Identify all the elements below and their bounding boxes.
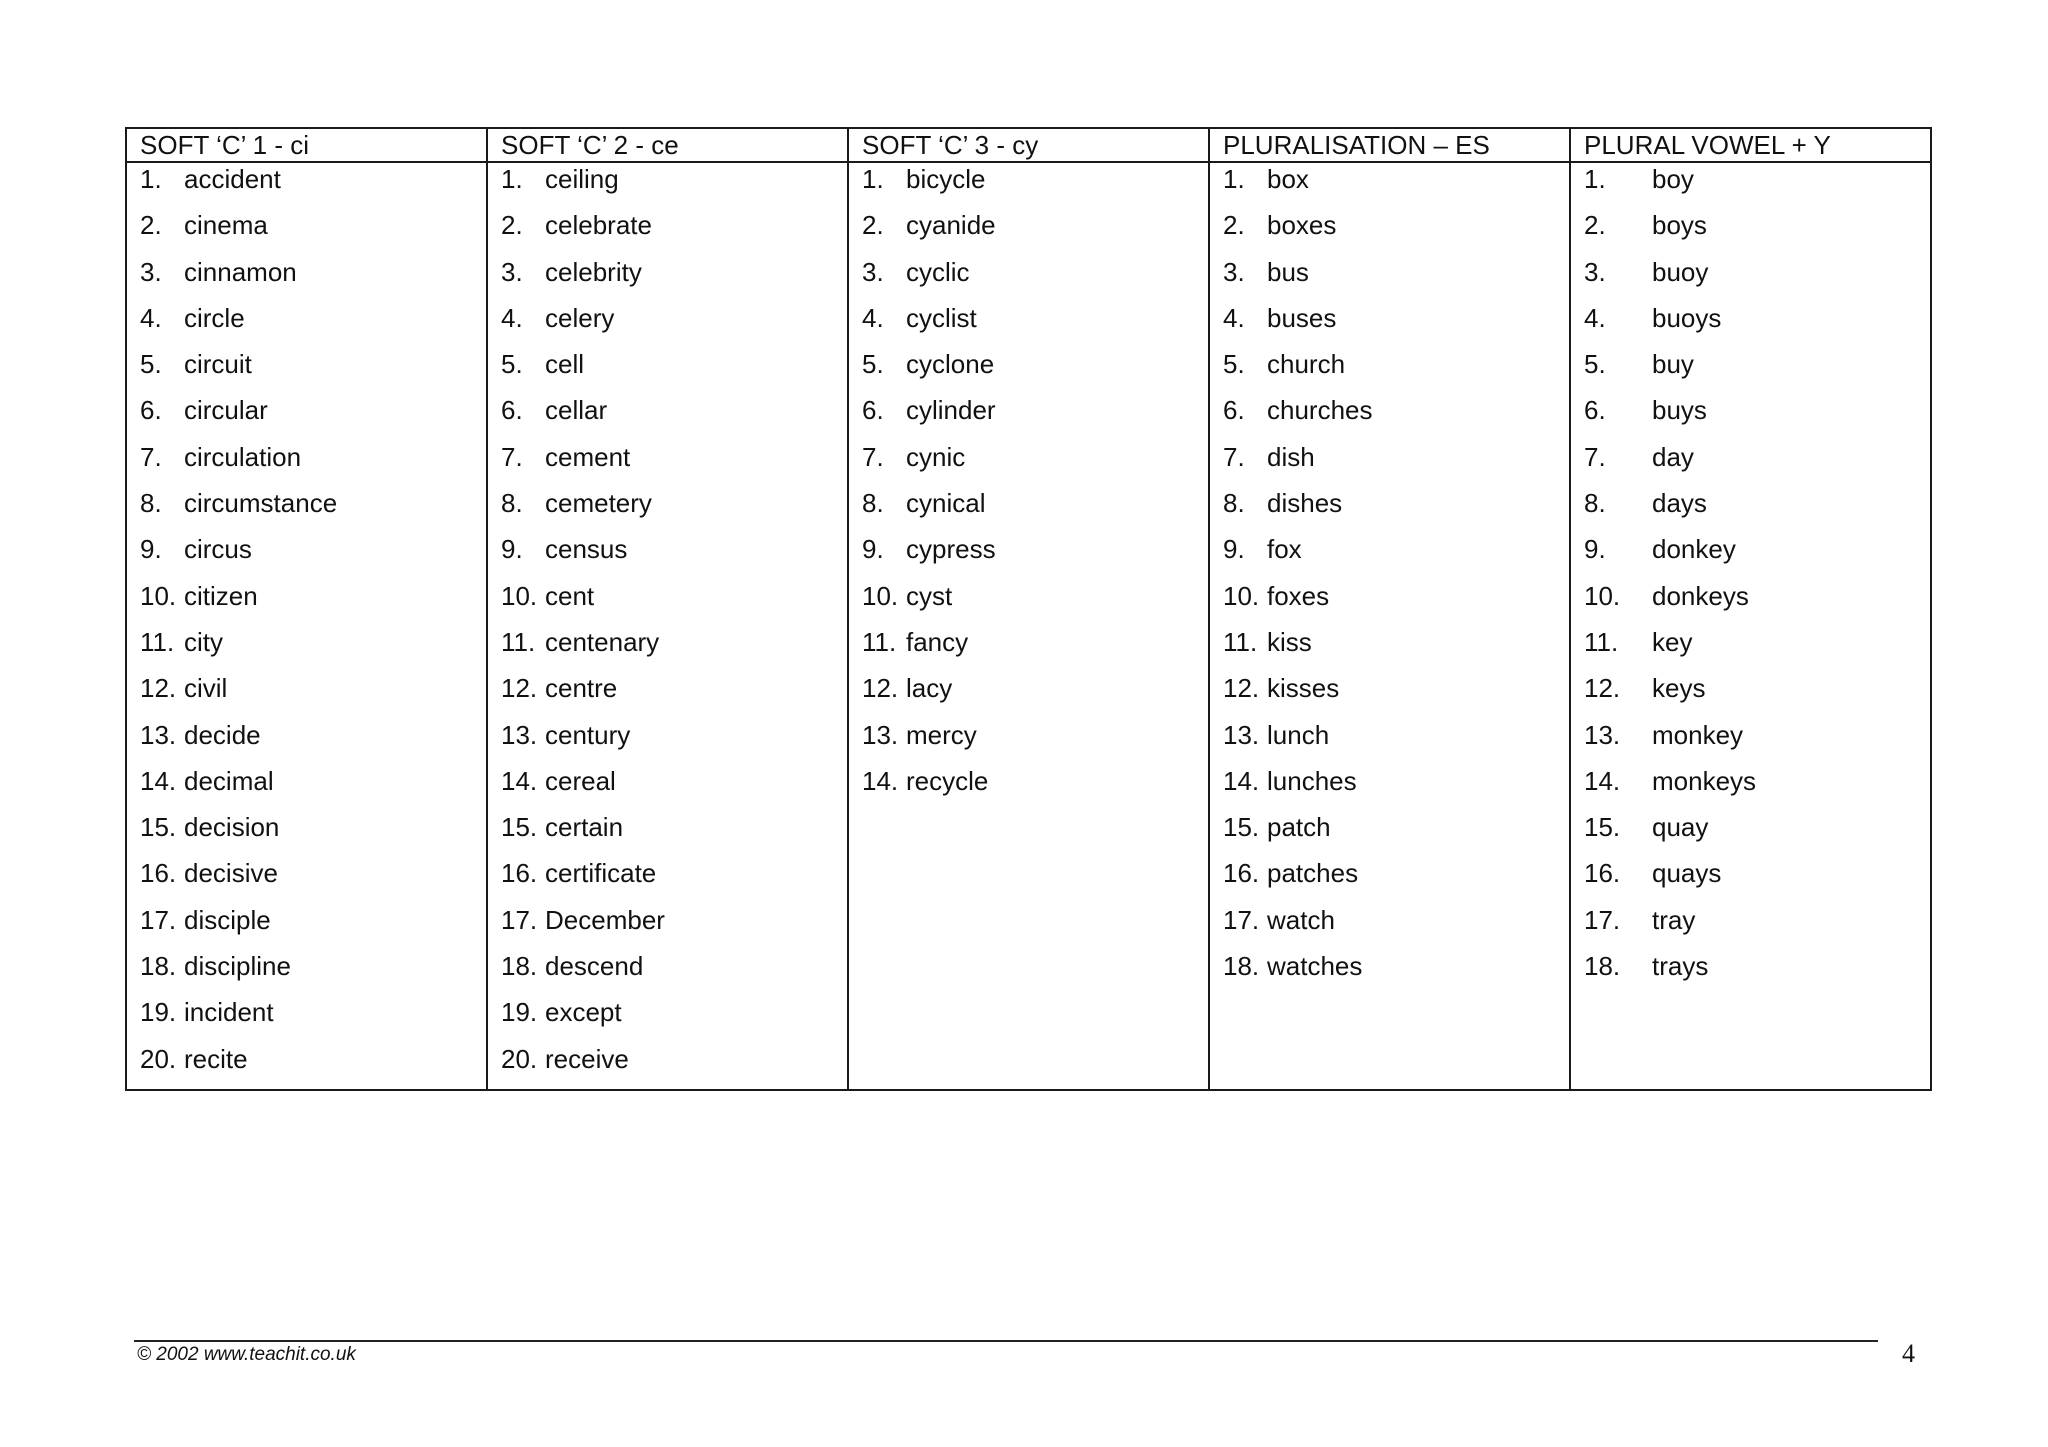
list-item (127, 441, 486, 487)
item-number: 12. (140, 673, 177, 704)
list-item (1210, 209, 1569, 255)
item-word: kiss (1267, 626, 1312, 657)
list-item (1210, 811, 1569, 857)
item-number: 14. (501, 765, 538, 796)
item-word: mercy (906, 719, 977, 750)
item-word: buoy (1652, 256, 1709, 287)
list-item (488, 256, 847, 302)
item-word: cinnamon (184, 256, 297, 287)
item-word: decisive (184, 858, 278, 889)
item-number: 5. (862, 349, 884, 380)
word-column-cell (1209, 162, 1570, 1090)
word-list-soft-c-ci (127, 163, 486, 1089)
item-number: 2. (862, 210, 884, 241)
item-number: 4. (862, 302, 884, 333)
item-number: 16. (1223, 858, 1260, 889)
item-word: watch (1267, 904, 1335, 935)
item-number: 4. (501, 302, 523, 333)
list-item (488, 163, 847, 209)
item-number: 5. (501, 349, 523, 380)
item-word: foxes (1267, 580, 1330, 611)
list-item (127, 719, 486, 765)
list-item (1210, 163, 1569, 209)
list-item (849, 441, 1208, 487)
list-item (488, 533, 847, 579)
item-word: quay (1652, 812, 1709, 843)
list-item (127, 672, 486, 718)
item-word: cent (545, 580, 595, 611)
list-item (1210, 580, 1569, 626)
item-word: century (545, 719, 631, 750)
list-item (488, 857, 847, 903)
item-word: monkey (1652, 719, 1744, 750)
item-word: certificate (545, 858, 657, 889)
list-item (488, 302, 847, 348)
list-item (1210, 348, 1569, 394)
item-number: 13. (501, 719, 538, 750)
item-word: quays (1652, 858, 1722, 889)
item-number: 13. (862, 719, 899, 750)
list-item (488, 904, 847, 950)
item-number: 14. (1584, 765, 1621, 796)
item-word: boxes (1267, 210, 1337, 241)
item-number: 8. (140, 488, 162, 519)
page-number: 4 (1902, 1339, 1915, 1368)
list-item (488, 441, 847, 487)
item-word: census (545, 534, 628, 565)
list-item (127, 163, 486, 209)
list-item (849, 580, 1208, 626)
word-list-soft-c-cy (849, 163, 1208, 811)
list-item (1210, 765, 1569, 811)
item-word: cyclic (906, 256, 970, 287)
list-item (127, 394, 486, 440)
item-word: city (184, 626, 223, 657)
item-word: cinema (184, 210, 268, 241)
item-number: 4. (1223, 302, 1245, 333)
item-number: 3. (140, 256, 162, 287)
word-list-soft-c-ce (488, 163, 847, 1089)
list-item (127, 580, 486, 626)
item-number: 4. (140, 302, 162, 333)
item-number: 7. (862, 441, 884, 472)
item-word: civil (184, 673, 228, 704)
item-number: 11. (140, 626, 175, 657)
item-number: 14. (862, 765, 899, 796)
item-number: 16. (140, 858, 177, 889)
item-number: 19. (140, 997, 177, 1028)
item-number: 15. (1223, 812, 1260, 843)
item-number: 8. (862, 488, 884, 519)
item-word: recycle (906, 765, 989, 796)
item-number: 19. (501, 997, 538, 1028)
list-item (1571, 533, 1930, 579)
list-item (849, 533, 1208, 579)
item-number: 2. (501, 210, 523, 241)
item-word: cyanide (906, 210, 996, 241)
item-word: cellar (545, 395, 608, 426)
list-item (849, 765, 1208, 811)
item-number: 14. (140, 765, 177, 796)
list-item (1210, 857, 1569, 903)
item-number: 7. (501, 441, 523, 472)
word-lists-row (126, 162, 1931, 1090)
column-heading-soft-c-cy: SOFT ‘C’ 3 - cy (848, 128, 1209, 162)
item-word: bicycle (906, 164, 986, 194)
item-number: 7. (1584, 441, 1606, 472)
item-word: kisses (1267, 673, 1340, 704)
word-column-cell (126, 162, 487, 1090)
item-number: 8. (1223, 488, 1245, 519)
item-word: cynical (906, 488, 986, 519)
item-word: lacy (906, 673, 953, 704)
list-item (1571, 626, 1930, 672)
list-item (849, 487, 1208, 533)
list-item (127, 487, 486, 533)
item-number: 6. (1223, 395, 1245, 426)
item-word: cereal (545, 765, 616, 796)
item-number: 9. (862, 534, 884, 565)
list-item (488, 348, 847, 394)
item-number: 16. (1584, 858, 1621, 889)
header-row (126, 128, 1931, 162)
item-word: circus (184, 534, 252, 565)
list-item (849, 209, 1208, 255)
item-number: 20. (501, 1043, 538, 1074)
list-item (849, 256, 1208, 302)
item-number: 4. (1584, 302, 1606, 333)
item-word: discipline (184, 951, 291, 982)
item-word: fox (1267, 534, 1302, 565)
item-word: churches (1267, 395, 1373, 426)
item-number: 17. (501, 904, 538, 935)
item-number: 8. (1584, 488, 1606, 519)
list-item (1571, 857, 1930, 903)
item-word: donkeys (1652, 580, 1749, 611)
item-number: 8. (501, 488, 523, 519)
item-word: descend (545, 951, 644, 982)
item-word: circumstance (184, 488, 338, 519)
list-item (488, 394, 847, 440)
item-word: monkeys (1652, 765, 1757, 796)
list-item (1210, 904, 1569, 950)
item-word: dishes (1267, 488, 1343, 519)
item-number: 7. (1223, 441, 1245, 472)
list-item (849, 163, 1208, 209)
list-item (488, 719, 847, 765)
item-word: circle (184, 302, 245, 333)
item-number: 12. (1223, 673, 1260, 704)
item-number: 13. (1584, 719, 1621, 750)
item-word: cylinder (906, 395, 996, 426)
item-number: 3. (1584, 256, 1606, 287)
list-item (1210, 533, 1569, 579)
item-word: buy (1652, 349, 1694, 380)
item-number: 3. (862, 256, 884, 287)
item-number: 17. (1223, 904, 1260, 935)
item-number: 5. (140, 349, 162, 380)
list-item (127, 996, 486, 1042)
item-word: celebrate (545, 210, 652, 241)
item-number: 1. (862, 164, 884, 194)
item-number: 10. (862, 580, 899, 611)
item-word: December (545, 904, 665, 935)
list-item (488, 765, 847, 811)
list-item (849, 302, 1208, 348)
item-number: 3. (501, 256, 523, 287)
item-number: 1. (140, 164, 162, 194)
item-word: patch (1267, 812, 1331, 843)
item-number: 1. (1584, 164, 1606, 194)
list-item (127, 857, 486, 903)
item-number: 3. (1223, 256, 1245, 287)
item-word: lunches (1267, 765, 1357, 796)
item-word: centre (545, 673, 618, 704)
item-word: citizen (184, 580, 258, 611)
item-number: 5. (1223, 349, 1245, 380)
item-word: cyst (906, 580, 953, 611)
list-item (127, 811, 486, 857)
list-item (488, 996, 847, 1042)
list-item (1571, 302, 1930, 348)
list-item (127, 950, 486, 996)
item-number: 18. (1584, 951, 1621, 982)
list-item (849, 348, 1208, 394)
list-item (1571, 209, 1930, 255)
item-word: except (545, 997, 622, 1028)
list-item (849, 672, 1208, 718)
item-number: 6. (140, 395, 162, 426)
item-number: 20. (140, 1043, 177, 1074)
word-column-cell (487, 162, 848, 1090)
item-number: 5. (1584, 349, 1606, 380)
item-number: 10. (501, 580, 538, 611)
item-number: 2. (140, 210, 162, 241)
item-number: 18. (140, 951, 177, 982)
item-number: 7. (140, 441, 162, 472)
list-item (1571, 719, 1930, 765)
item-word: centenary (545, 626, 660, 657)
list-item (488, 950, 847, 996)
column-heading-soft-c-ce: SOFT ‘C’ 2 - ce (487, 128, 848, 162)
item-number: 17. (140, 904, 177, 935)
list-item (127, 348, 486, 394)
footer-divider (134, 1340, 1878, 1342)
item-word: bus (1267, 256, 1309, 287)
list-item (1210, 487, 1569, 533)
item-number: 12. (862, 673, 899, 704)
item-word: buys (1652, 395, 1707, 426)
item-number: 15. (1584, 812, 1621, 843)
item-word: incident (184, 997, 274, 1028)
item-number: 12. (1584, 673, 1621, 704)
list-item (1210, 672, 1569, 718)
item-number: 1. (501, 164, 523, 194)
item-word: patches (1267, 858, 1359, 889)
list-item (127, 533, 486, 579)
list-item (1571, 163, 1930, 209)
item-number: 18. (501, 951, 538, 982)
item-word: boys (1652, 210, 1707, 241)
item-number: 6. (1584, 395, 1606, 426)
item-number: 16. (501, 858, 538, 889)
list-item (1210, 950, 1569, 996)
list-item (488, 487, 847, 533)
column-heading-soft-c-ci: SOFT ‘C’ 1 - ci (126, 128, 487, 162)
list-item (849, 394, 1208, 440)
spelling-word-table (125, 127, 1932, 1091)
item-number: 11. (1223, 626, 1258, 657)
list-item (127, 626, 486, 672)
item-word: keys (1652, 673, 1706, 704)
item-word: cyclone (906, 349, 995, 380)
item-number: 2. (1223, 210, 1245, 241)
list-item (1210, 441, 1569, 487)
item-number: 9. (501, 534, 523, 565)
item-number: 15. (501, 812, 538, 843)
item-number: 9. (1584, 534, 1606, 565)
item-number: 2. (1584, 210, 1606, 241)
item-word: certain (545, 812, 624, 843)
list-item (1571, 950, 1930, 996)
item-word: church (1267, 349, 1346, 380)
item-word: key (1652, 626, 1693, 657)
item-number: 15. (140, 812, 177, 843)
item-number: 10. (1584, 580, 1621, 611)
item-number: 11. (862, 626, 897, 657)
item-word: disciple (184, 904, 271, 935)
item-number: 11. (1584, 626, 1619, 657)
item-word: circular (184, 395, 268, 426)
list-item (1571, 672, 1930, 718)
list-item (127, 209, 486, 255)
list-item (1210, 626, 1569, 672)
item-word: celery (545, 302, 615, 333)
item-word: dish (1267, 441, 1315, 472)
item-word: cynic (906, 441, 966, 472)
list-item (1571, 765, 1930, 811)
item-number: 13. (1223, 719, 1260, 750)
item-word: recite (184, 1043, 248, 1074)
item-word: box (1267, 164, 1309, 194)
item-word: ceiling (545, 164, 619, 194)
item-word: days (1652, 488, 1707, 519)
list-item (1210, 719, 1569, 765)
item-word: cyclist (906, 302, 977, 333)
list-item (488, 1043, 847, 1089)
list-item (849, 719, 1208, 765)
item-number: 9. (140, 534, 162, 565)
list-item (1571, 580, 1930, 626)
item-number: 18. (1223, 951, 1260, 982)
item-number: 9. (1223, 534, 1245, 565)
list-item (127, 904, 486, 950)
item-number: 10. (1223, 580, 1260, 611)
item-word: tray (1652, 904, 1696, 935)
list-item (127, 256, 486, 302)
list-item (1571, 394, 1930, 440)
item-number: 13. (140, 719, 177, 750)
item-number: 6. (862, 395, 884, 426)
list-item (488, 580, 847, 626)
list-item (488, 209, 847, 255)
item-word: cemetery (545, 488, 652, 519)
item-word: lunch (1267, 719, 1330, 750)
list-item (1210, 256, 1569, 302)
item-word: receive (545, 1043, 629, 1074)
list-item (1571, 904, 1930, 950)
column-heading-pluralisation-es: PLURALISATION – ES (1209, 128, 1570, 162)
item-word: cypress (906, 534, 996, 565)
list-item (488, 811, 847, 857)
item-word: buses (1267, 302, 1337, 333)
list-item (127, 302, 486, 348)
item-word: decide (184, 719, 261, 750)
item-word: buoys (1652, 302, 1722, 333)
list-item (1571, 811, 1930, 857)
item-number: 11. (501, 626, 536, 657)
list-item (1210, 394, 1569, 440)
word-column-cell (848, 162, 1209, 1090)
item-word: celebrity (545, 256, 642, 287)
word-list-plural-vowel-y (1571, 163, 1930, 996)
item-number: 12. (501, 673, 538, 704)
list-item (127, 765, 486, 811)
list-item (488, 626, 847, 672)
item-word: boy (1652, 164, 1694, 194)
item-number: 14. (1223, 765, 1260, 796)
list-item (488, 672, 847, 718)
item-word: decimal (184, 765, 274, 796)
item-word: day (1652, 441, 1694, 472)
item-number: 10. (140, 580, 177, 611)
word-column-cell (1570, 162, 1931, 1090)
word-list-pluralisation-es (1210, 163, 1569, 996)
list-item (1571, 441, 1930, 487)
list-item (1571, 487, 1930, 533)
item-word: watches (1267, 951, 1363, 982)
column-heading-plural-vowel-y: PLURAL VOWEL + Y (1570, 128, 1931, 162)
item-word: donkey (1652, 534, 1736, 565)
list-item (127, 1043, 486, 1089)
item-number: 17. (1584, 904, 1621, 935)
item-word: decision (184, 812, 280, 843)
list-item (1571, 348, 1930, 394)
item-word: fancy (906, 626, 969, 657)
item-number: 1. (1223, 164, 1245, 194)
item-word: circulation (184, 441, 302, 472)
copyright-notice: © 2002 www.teachit.co.uk (137, 1344, 356, 1365)
item-number: 6. (501, 395, 523, 426)
item-word: accident (184, 164, 281, 194)
item-word: trays (1652, 951, 1709, 982)
list-item (849, 626, 1208, 672)
list-item (1571, 256, 1930, 302)
item-word: cement (545, 441, 631, 472)
list-item (1210, 302, 1569, 348)
item-word: circuit (184, 349, 252, 380)
item-word: cell (545, 349, 585, 380)
